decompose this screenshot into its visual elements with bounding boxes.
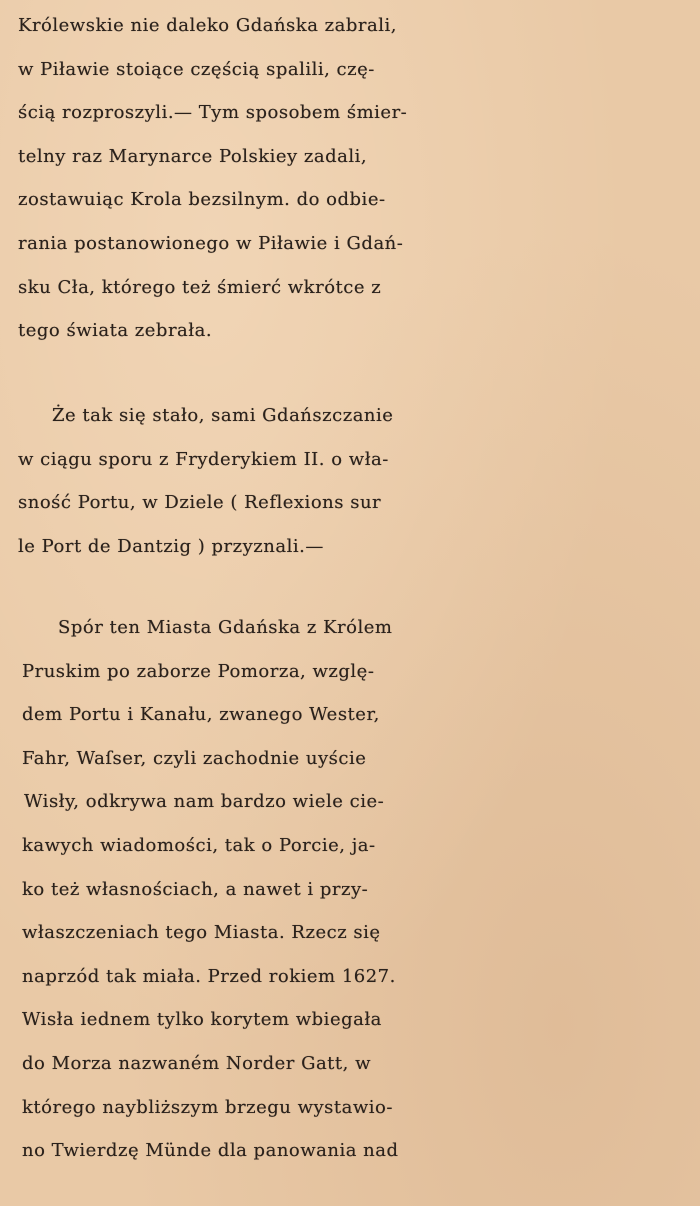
text-line: ko też własnościach, a nawet i przy- (22, 878, 369, 900)
text-line: Wisła iednem tylko korytem wbiegała (22, 1009, 382, 1031)
text-line: tego świata zebrała. (18, 320, 213, 342)
text-line: Że tak się stało, sami Gdańszczanie (52, 405, 394, 426)
text-line: Królewskie nie daleko Gdańska zabrali, (18, 15, 397, 36)
paragraph-1 (0, 4, 700, 353)
text-line: Wisły, odkrywa nam bardzo wiele cie- (24, 791, 385, 813)
text-line: Pruskim po zaborze Pomorza, wzglę- (22, 660, 375, 682)
text-line: sność Portu, w Dziele ( Reflexions sur (18, 492, 382, 514)
text-line: rania postanowionego w Piławie i Gdań- (18, 232, 404, 254)
text-line: naprzód tak miała. Przed rokiem 1627. (22, 965, 396, 987)
text-line: w Piławie stoiące częścią spalili, czę- (18, 58, 375, 80)
paragraph-2 (0, 394, 700, 568)
paragraph-3 (0, 606, 700, 1173)
text-line: ścią rozproszyli.— Tym sposobem śmier- (18, 102, 408, 124)
text-line: dem Portu i Kanału, zwanego Wester, (22, 704, 380, 726)
text-line: właszczeniach tego Miasta. Rzecz się (22, 922, 381, 944)
text-line: zostawuiąc Krola bezsilnym. do odbie- (18, 189, 386, 211)
text-line: którego naybliższym brzegu wystawio- (22, 1096, 393, 1118)
text-line: no Twierdzę Münde dla panowania nad (22, 1140, 399, 1162)
text-line: Spór ten Miasta Gdańska z Królem (58, 617, 393, 638)
text-line: w ciągu sporu z Fryderykiem II. o wła- (18, 448, 389, 470)
text-line: do Morza nazwaném Norder Gatt, w (22, 1052, 371, 1074)
text-line: le Port de Dantzig ) przyznali.— (18, 535, 324, 557)
text-line: kawych wiadomości, tak o Porcie, ja- (22, 834, 376, 856)
text-line: sku Cła, którego też śmierć wkrótce z (18, 276, 382, 298)
text-line: Fahr, Waſser, czyli zachodnie uyście (22, 747, 367, 769)
text-line: telny raz Marynarce Polskiey zadali, (18, 145, 368, 167)
